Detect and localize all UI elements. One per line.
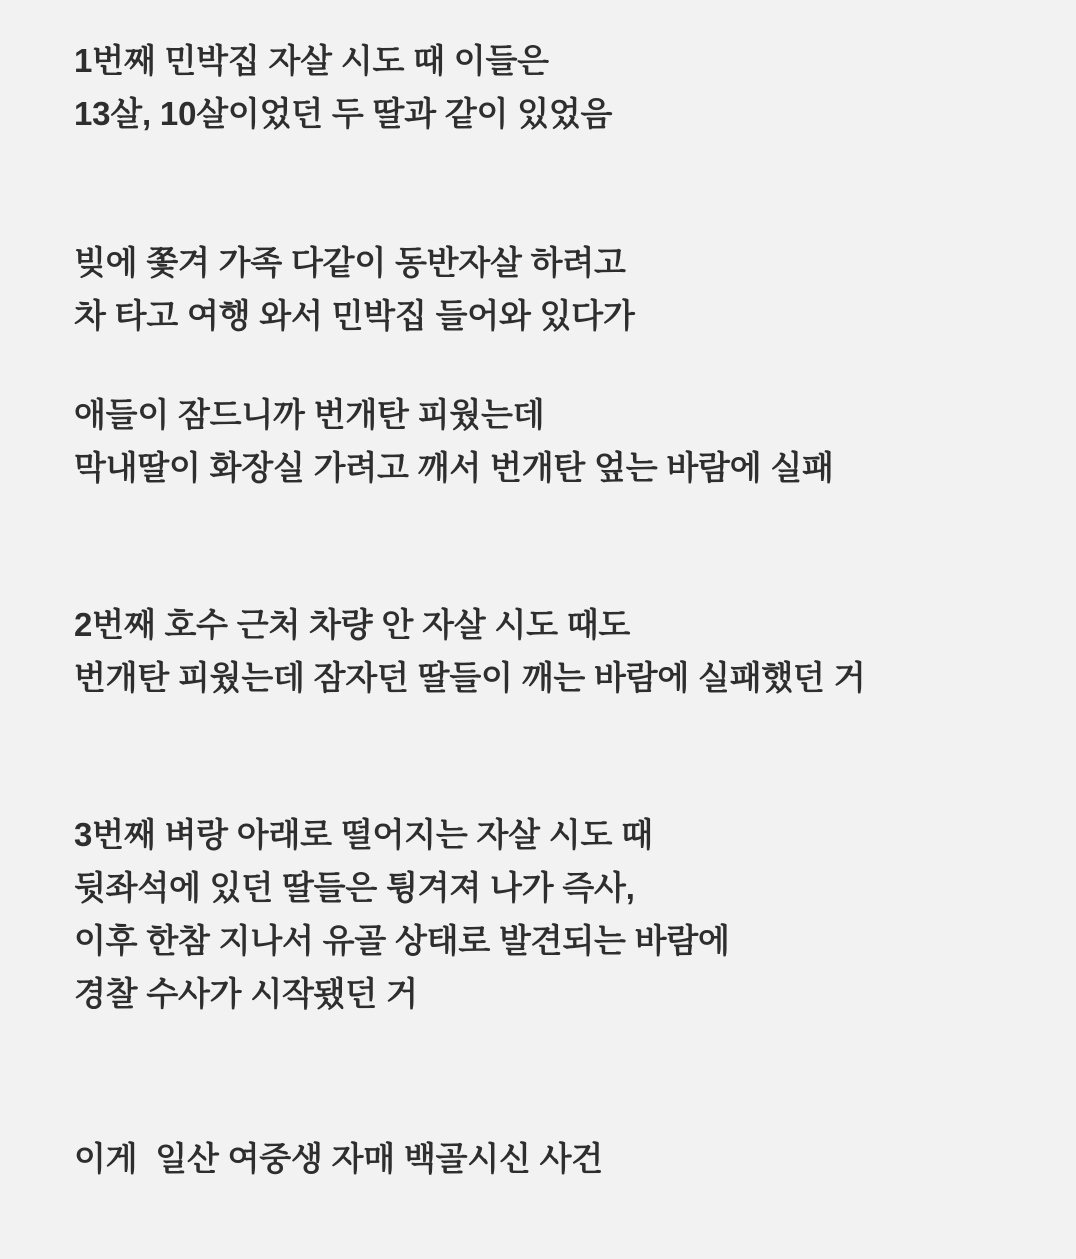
text-line: 이후 한참 지나서 유골 상태로 발견되는 바람에 — [74, 922, 730, 959]
text-block-1 — [74, 34, 1036, 140]
text-block-2 — [74, 236, 1036, 342]
text-line: 막내딸이 화장실 가려고 깨서 번개탄 엎는 바람에 실패 — [74, 449, 834, 486]
text-line: 차 타고 여행 와서 민박집 들어와 있다가 — [74, 297, 635, 334]
spacer — [74, 494, 1036, 598]
text-line: 3번째 벼랑 아래로 떨어지는 자살 시도 때 — [74, 816, 653, 853]
text-line: 애들이 잠드니까 번개탄 피웠는데 — [74, 396, 545, 433]
text-line: 번개탄 피웠는데 잠자던 딸들이 깨는 바람에 실패했던 거 — [74, 659, 866, 696]
spacer — [74, 1020, 1036, 1132]
text-block-4 — [74, 598, 1036, 704]
text-line: 빚에 쫓겨 가족 다같이 동반자살 하려고 — [74, 244, 626, 281]
text-block-3 — [74, 388, 1036, 494]
text-line: 이게 일산 여중생 자매 백골시신 사건 — [74, 1140, 603, 1177]
text-line: 경찰 수사가 시작됐던 거 — [74, 975, 418, 1012]
text-line: 뒷좌석에 있던 딸들은 튕겨져 나가 즉사, — [74, 869, 635, 906]
text-block-5 — [74, 808, 1036, 1020]
text-line: 13살, 10살이었던 두 딸과 같이 있었음 — [74, 95, 613, 132]
text-block-6 — [74, 1132, 1036, 1185]
spacer — [74, 140, 1036, 236]
spacer — [74, 704, 1036, 808]
text-line: 1번째 민박집 자살 시도 때 이들은 — [74, 42, 549, 79]
spacer — [74, 342, 1036, 388]
text-line: 2번째 호수 근처 차량 안 자살 시도 때도 — [74, 606, 631, 643]
